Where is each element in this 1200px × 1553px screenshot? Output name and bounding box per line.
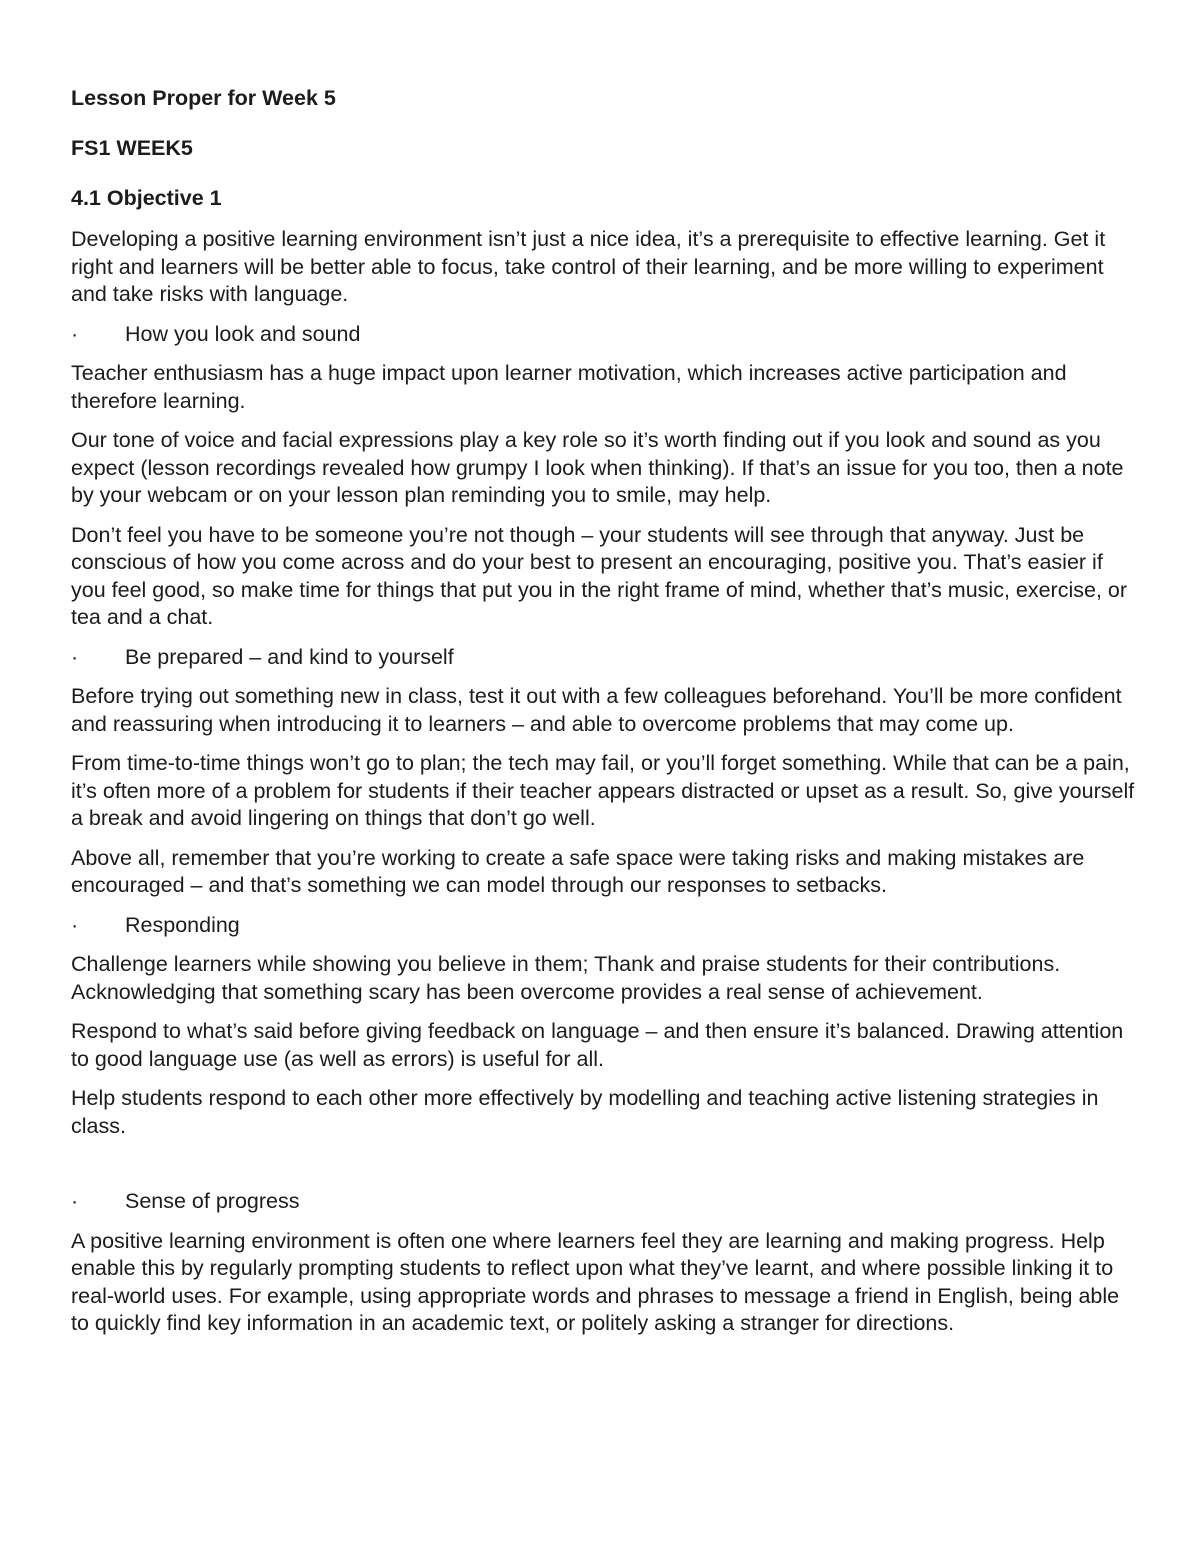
- bullet-marker: ·: [71, 321, 79, 346]
- paragraph: Respond to what’s said before giving feedback on language – and then ensure it’s balanced. Drawing attention to good language use (as well as errors) is useful for all.: [71, 1019, 1124, 1071]
- bullet-item: [71, 644, 1141, 672]
- bullet-item: [71, 321, 1141, 349]
- bullet-marker: ·: [71, 1189, 79, 1213]
- paragraph: Teacher enthusiasm has a huge impact upon learner motivation, which increases active participation and therefore learning.: [71, 361, 1067, 413]
- bullet-text: Be prepared – and kind to yourself: [125, 644, 454, 669]
- document-title: Lesson Proper for Week 5: [71, 86, 336, 110]
- document-body: [71, 226, 1141, 1338]
- bullet-item: [71, 1188, 1141, 1216]
- bullet-text: How you look and sound: [125, 321, 361, 346]
- paragraph: Developing a positive learning environment isn’t just a nice idea, it’s a prerequisite to effective learning. Get it right and learners will be better able to focus, take control of their learning, and be more willing to experiment and take risks with language.: [71, 227, 1106, 306]
- bullet-marker: ·: [71, 644, 79, 669]
- paragraph: Before trying out something new in class, test it out with a few colleagues beforehand. You’ll be more confident and reassuring when introducing it to learners – and able to overcome problems that may come up.: [71, 684, 1122, 736]
- bullet-text: Responding: [125, 912, 240, 937]
- paragraph: Above all, remember that you’re working to create a safe space were taking risks and making mistakes are encouraged – and that’s something we can model through our responses to setbacks.: [71, 845, 1085, 897]
- bullet-marker: ·: [71, 912, 79, 937]
- blank-line: [71, 1152, 1141, 1188]
- document-subtitle: FS1 WEEK5: [71, 136, 193, 160]
- paragraph: A positive learning environment is often one where learners feel they are learning and making progress. Help enable this by regularly prompting students to reflect upon what they’ve learnt, and where possible linking it to real-world uses. For example, using appropriate words and phrases to message a friend in English, being able to quickly find key information in an academic text, or politely asking a stranger for directions.: [71, 1228, 1120, 1335]
- document-page: [71, 84, 1141, 1350]
- paragraph: Don’t feel you have to be someone you’re not though – your students will see through that anyway. Just be conscious of how you come across and do your best to present an encouraging, positive you. That’s easier if you feel good, so make time for things that put you in the right frame of mind, whether that’s music, exercise, or tea and a chat.: [71, 522, 1128, 629]
- objective-heading: 4.1 Objective 1: [71, 186, 222, 210]
- bullet-item: [71, 912, 1141, 940]
- bullet-text: Sense of progress: [125, 1189, 300, 1213]
- paragraph: Challenge learners while showing you believe in them; Thank and praise students for their contributions. Acknowledging that something scary has been overcome provides a real sense of achievement.: [71, 952, 1061, 1004]
- paragraph: Our tone of voice and facial expressions play a key role so it’s worth finding out if you look and sound as you expect (lesson recordings revealed how grumpy I look when thinking). If that’s an issue for you too, then a note by your webcam or on your lesson plan reminding you to smile, may help.: [71, 428, 1124, 507]
- paragraph: Help students respond to each other more effectively by modelling and teaching active listening strategies in class.: [71, 1086, 1099, 1138]
- paragraph: From time-to-time things won’t go to plan; the tech may fail, or you’ll forget something. While that can be a pain, it’s often more of a problem for students if their teacher appears distracted or upset as a result. So, give yourself a break and avoid lingering on things that don’t go well.: [71, 751, 1135, 830]
